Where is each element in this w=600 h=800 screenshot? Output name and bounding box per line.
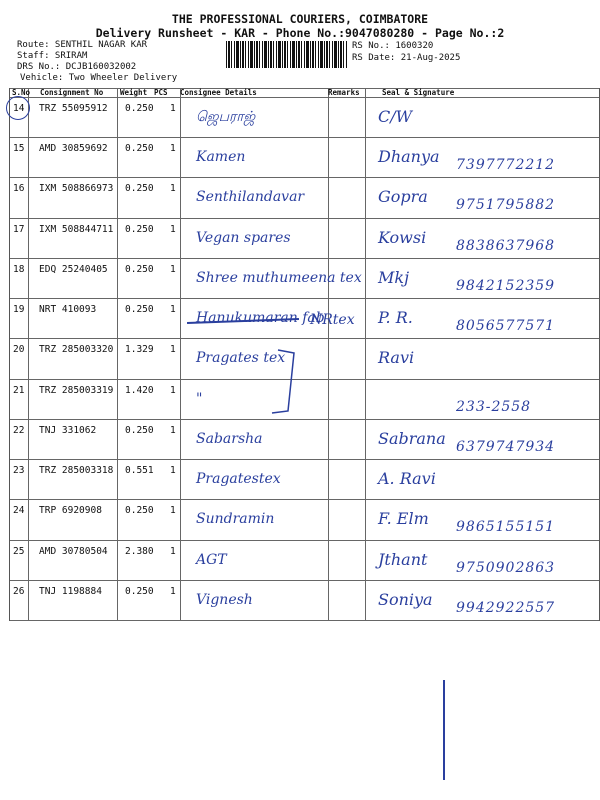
row-sno: 23 xyxy=(13,465,25,477)
column-rule xyxy=(365,88,366,621)
row-consignment-no: EDQ 25240405 xyxy=(39,263,108,275)
rs-number: RS No.: 1600320 xyxy=(352,41,434,51)
row-sno: 25 xyxy=(13,545,25,557)
row-pcs: 1 xyxy=(170,183,176,195)
row-rule xyxy=(10,338,599,339)
row-weight: 0.250 xyxy=(125,143,154,155)
row-phone-handwritten: 9942922557 xyxy=(456,599,556,616)
row-rule xyxy=(10,218,599,219)
row-consignment-no: TRP 6920908 xyxy=(39,505,102,517)
row-consignee-handwritten: Vegan spares xyxy=(196,229,291,246)
row-consignee-handwritten: " xyxy=(196,390,203,407)
table-rule xyxy=(10,97,599,98)
row-consignment-no: IXM 508866973 xyxy=(39,183,114,195)
column-rule xyxy=(28,88,29,621)
row-pcs: 1 xyxy=(170,263,176,275)
drs-label: DRS No.: DCJB160032002 xyxy=(17,62,137,72)
row-pcs: 1 xyxy=(170,223,176,235)
row-weight: 1.420 xyxy=(125,384,154,396)
row-rule xyxy=(10,459,599,460)
row-consignment-no: TRZ 55095912 xyxy=(39,103,108,114)
row-signature: P. R. xyxy=(378,308,413,328)
runsheet-title: Delivery Runsheet - KAR - Phone No.:9047080280 - Page No.:2 xyxy=(95,26,505,40)
row-phone-handwritten: 8838637968 xyxy=(456,237,556,254)
row-signature: Ravi xyxy=(378,348,415,368)
row-signature: C/W xyxy=(378,107,413,126)
row-consignee-handwritten: ஜெபராஜ் xyxy=(196,109,256,125)
row-consignee-handwritten: Pragates tex xyxy=(196,350,286,367)
row-weight: 0.250 xyxy=(125,103,154,114)
row-consignee-handwritten: Senthilandavar xyxy=(196,189,305,206)
row-sno: 14 xyxy=(13,103,25,114)
row-phone-handwritten: 6379747934 xyxy=(456,438,556,455)
row-phone-handwritten: 7397772212 xyxy=(456,157,556,174)
row-sno: 15 xyxy=(13,143,25,155)
row-highlight-circle xyxy=(6,96,30,120)
row-sno: 17 xyxy=(13,223,25,235)
row-weight: 0.250 xyxy=(125,183,154,195)
row-signature: Dhanya xyxy=(378,147,440,167)
row-consignee-handwritten: Vignesh xyxy=(196,591,253,608)
row-rule xyxy=(10,177,599,178)
row-weight: 0.250 xyxy=(125,304,154,316)
ditto-bracket xyxy=(270,345,300,420)
row-consignment-no: TNJ 1198884 xyxy=(39,585,102,597)
row-consignment-no: TRZ 285003318 xyxy=(39,465,114,477)
row-sno: 16 xyxy=(13,183,25,195)
row-weight: 0.250 xyxy=(125,585,154,597)
column-rule xyxy=(117,88,118,621)
row-weight: 0.250 xyxy=(125,505,154,517)
header-consignment: Consignment No xyxy=(40,88,104,97)
row-pcs: 1 xyxy=(170,545,176,557)
row-pcs: 1 xyxy=(170,103,176,114)
column-rule xyxy=(328,88,329,621)
row-weight: 0.250 xyxy=(125,263,154,275)
row-rule xyxy=(10,379,599,380)
row-sno: 24 xyxy=(13,505,25,517)
row-consignment-no: TRZ 285003319 xyxy=(39,384,114,396)
row-consignee-handwritten: Shree muthumeena tex xyxy=(196,269,362,286)
row-rule xyxy=(10,540,599,541)
row-phone-handwritten: 9750902863 xyxy=(456,559,556,576)
header-pcs: PCS xyxy=(154,88,168,97)
row-sno: 21 xyxy=(13,384,25,396)
row-remarks-handwritten: NRtex xyxy=(310,312,355,329)
vehicle-label: Vehicle: Two Wheeler Delivery xyxy=(20,73,178,83)
row-pcs: 1 xyxy=(170,465,176,477)
row-weight: 0.250 xyxy=(125,223,154,235)
row-pcs: 1 xyxy=(170,384,176,396)
company-name: THE PROFESSIONAL COURIERS, COIMBATORE xyxy=(171,12,429,26)
row-weight: 0.551 xyxy=(125,465,154,477)
row-phone-handwritten: 8056577571 xyxy=(456,318,556,335)
row-consignee-handwritten: Pragatestex xyxy=(196,471,281,488)
row-consignment-no: TNJ 331062 xyxy=(39,424,97,436)
row-sno: 22 xyxy=(13,424,25,436)
header-sno: S.No xyxy=(12,88,31,97)
runsheet-table xyxy=(9,88,600,621)
row-weight: 1.329 xyxy=(125,344,154,356)
header-weight: Weight xyxy=(120,88,148,97)
row-phone-handwritten: 9865155151 xyxy=(456,519,556,536)
row-weight: 2.380 xyxy=(125,545,154,557)
row-consignment-no: AMD 30780504 xyxy=(39,545,108,557)
row-consignee-handwritten: Hanukumaran fab xyxy=(196,310,325,327)
row-pcs: 1 xyxy=(170,143,176,155)
route-label: Route: SENTHIL NAGAR KAR xyxy=(17,40,148,50)
row-pcs: 1 xyxy=(170,424,176,436)
row-signature: A. Ravi xyxy=(378,469,436,489)
row-pcs: 1 xyxy=(170,585,176,597)
row-rule xyxy=(10,137,599,138)
row-rule xyxy=(10,298,599,299)
row-pcs: 1 xyxy=(170,344,176,356)
rs-date: RS Date: 21-Aug-2025 xyxy=(352,53,461,63)
row-signature: Soniya xyxy=(378,589,433,609)
row-sno: 20 xyxy=(13,344,25,356)
row-signature: Gopra xyxy=(378,187,428,207)
column-rule xyxy=(180,88,181,621)
row-signature: Kowsi xyxy=(378,227,427,247)
row-signature: F. Elm xyxy=(378,509,429,529)
row-sno: 19 xyxy=(13,304,25,316)
row-consignment-no: NRT 410093 xyxy=(39,304,97,316)
row-signature: Sabrana xyxy=(378,428,446,448)
row-sno: 18 xyxy=(13,263,25,275)
row-consignment-no: TRZ 285003320 xyxy=(39,344,114,356)
row-phone-handwritten: 9842152359 xyxy=(456,277,556,294)
row-phone-handwritten: 9751795882 xyxy=(456,197,556,214)
staff-label: Staff: SRIRAM xyxy=(17,51,88,61)
row-consignee-handwritten: Sabarsha xyxy=(196,430,263,447)
row-pcs: 1 xyxy=(170,505,176,517)
row-consignee-handwritten: Kamen xyxy=(196,149,246,166)
row-rule xyxy=(10,580,599,581)
row-signature: Mkj xyxy=(378,267,410,287)
row-weight: 0.250 xyxy=(125,424,154,436)
pen-stroke-mark xyxy=(443,680,445,780)
row-sno: 26 xyxy=(13,585,25,597)
row-consignee-handwritten: AGT xyxy=(196,551,227,568)
row-rule xyxy=(10,258,599,259)
row-consignment-no: AMD 30859692 xyxy=(39,143,108,155)
row-rule xyxy=(10,499,599,500)
row-consignment-no: IXM 508844711 xyxy=(39,223,114,235)
table-rule xyxy=(10,620,599,621)
header-seal: Seal & Signature xyxy=(382,88,455,97)
row-phone-handwritten: 233-2558 xyxy=(456,398,532,415)
row-consignee-handwritten: Sundramin xyxy=(196,511,275,528)
header-remarks: Remarks xyxy=(328,88,360,97)
header-consignee: Consignee Details xyxy=(180,88,257,97)
barcode xyxy=(226,41,348,68)
row-signature: Jthant xyxy=(378,549,428,569)
row-pcs: 1 xyxy=(170,304,176,316)
row-rule xyxy=(10,419,599,420)
